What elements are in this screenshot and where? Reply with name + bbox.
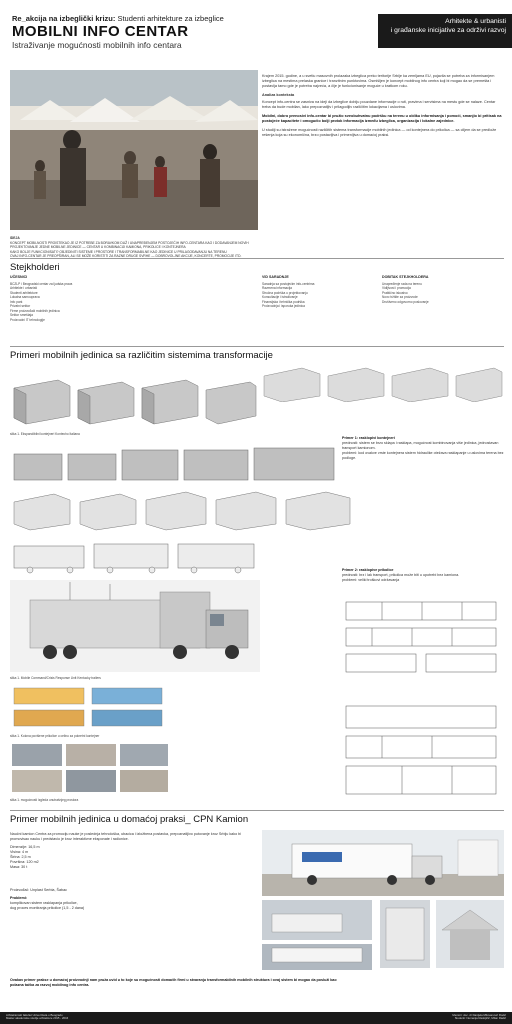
participant-item: Proizvodni IT tehnologije: [10, 317, 45, 322]
divider: [10, 258, 504, 259]
idea-label: IDEJA: [10, 236, 20, 240]
example-2-problems: problemi: veliki troškovi održavanja: [342, 578, 400, 582]
trailer-renderings: [10, 684, 170, 732]
organization-name: [378, 14, 512, 35]
cooperation-item: Razmena informacija: [262, 286, 292, 290]
intro-paragraph-2: Koncept info-centra se zasniva na ideji da izbeglice dobiju pouzdane informacije o ruti, pravima i servisima na mestu gde se nalaze. Centar treba da bude mobilan, lako prepoznatljiv i prilagodljiv različitim lokacijama i uslovima.: [262, 100, 496, 109]
participant-item: Sektor smeštaja: [10, 313, 33, 317]
participant-item: Firme proizvođači mobilnih jedinica: [10, 308, 60, 313]
example-1-text: [342, 436, 504, 461]
participant-item: Arhitekte i urbanisti: [10, 286, 38, 290]
idea-item: KAKO BOLJE FUNKCIONISATI? OBJEDINITI SISTEME I PROSTORE I TRANSFORMABILNE KAO JEDINICE U PRILAGOĐAVANJU NA TERENU: [10, 249, 227, 254]
subtitle-bold: Re_akcija na izbeglički krizu:: [12, 14, 116, 23]
refugee-camp-illustration: [10, 70, 258, 230]
spec-item: Širina: 2,5 m: [10, 855, 31, 859]
poster-header: [0, 0, 512, 60]
cooperation-item: Proizvodnja i isporuka jedinica: [262, 304, 305, 308]
stakeholders-title: Stejkholderi: [10, 262, 60, 273]
cpn-truck-photo: [262, 830, 504, 896]
org-line-1: Arhitekte & urbanisti: [445, 18, 506, 25]
poster-title: MOBILNI INFO CENTAR: [12, 23, 189, 40]
participants-heading: UČESNICI: [10, 275, 28, 279]
container-3d-renderings: [262, 362, 504, 402]
examples-title: Primeri mobilnih jedinica sa različitim sistemima transformacije: [10, 350, 273, 361]
participant-item: Lokalna samouprava: [10, 295, 40, 299]
poster-footer: [0, 1012, 512, 1024]
interior-photos: [10, 742, 170, 794]
context-heading: Analiza konteksta: [262, 93, 295, 97]
intro-text: [262, 74, 504, 142]
cooperation-item: Stručna podrška u projektovanju: [262, 290, 308, 295]
cpn-conclusion: Ovakav primer prakse u domaćoj proizvodnji nam pruža uvid u to koje su mogućnosti domaćih firmi u stvaranju transformabilnih mobilnih struktura i ovaj sistem bi mogao da posluži kao polazna tačka za razvoj mobilnog info centra.: [10, 978, 337, 987]
example-1-problems: problemi: kod ovakve vrste kontejnera sistem hidraulike otežava rasklapanje u uslovima terena bez podloge.: [342, 451, 504, 460]
example-2-advantages: prednosti: brz i lak transport, prikolica može biti u upotrebi bez kamiona.: [342, 573, 460, 577]
trailer-floor-plans: [342, 598, 504, 676]
poster-tagline: Istraživanje mogućnosti mobilnih info centara: [12, 40, 182, 50]
footer-faculty: Arhitektonski fakultet Univerziteta u Beogradu: [6, 1012, 63, 1017]
example-2-heading: Primer 2: rasklopive prikolice: [342, 568, 394, 572]
spec-item: Masa: 30 t: [10, 865, 28, 869]
divider: [10, 810, 504, 811]
cpn-gallery: [262, 900, 504, 970]
intro-paragraph-1: Krajem 2015. godine, a u svetlu masovnih prolazaka izbeglica preko teritorije Srbije ka zemljama EU, pojavila se potreba za informisanjem izbeglica na mestima prelaska granice i tranzitnim punktovima. Osmišljen je koncept mobilnog info centra koji bi mogao da se premešta i postavlja tamo gde je potreba najveća, a čije je funkcionisanje moguće u kratkom roku.: [262, 74, 495, 88]
example-1-advantages: prednosti: sistem se brzo sklapa i rasklapa, mogućnost kombinovanja više jedinica, jednostavan transport kamionom.: [342, 441, 499, 450]
domestic-example-title: Primer mobilnih jedinica u domaćoj praksi_ CPN Kamion: [10, 814, 249, 825]
idea-item: PROJEKTOVANJE JEDNE MOBILNE JEDINICE — CENTAR U KOMBINACIJI KAMIONA, PRIKOLICE I KONTEJNERA: [10, 245, 186, 250]
cpn-intro: Naučni kamion Centra za promociju nauke je poslednja tehnološka, ubacica i izložbena postavka, prepoznatljivo putovanje kroz Srbiju kako bi promovisao nauku i predstavio je kroz interaktivne eksponate i radionice.: [10, 832, 242, 841]
footer-students: Studenti: Nemanja Radojičić, Milan Radić: [454, 1016, 506, 1020]
refugee-camp-photo: [10, 70, 258, 230]
footer-right: [452, 1014, 506, 1021]
trailer-sketches: [10, 536, 260, 578]
spec-item: Površina: 120 m2: [10, 860, 39, 864]
cpn-producer-text: Proizvođač: Unplast Serbia, Šabac: [10, 888, 67, 892]
spec-item: Visina: 4 m: [10, 850, 29, 854]
participant-item: Studenti arhitekture: [10, 290, 38, 295]
footer-mentors: Mentori: doc. dr Danijela Milovanović Rodić: [452, 1012, 506, 1017]
cooperation-item: Konsultacije i istraživanje: [262, 295, 298, 299]
idea-item: OVAJ INFO-CENTAR JE PREOPŠIRAN, ALI SE MOŽE KORISTITI ZA RAZNE DRUGE SVRHE — DOBROVOLJNE AKCIJE, KONCERTE, PROMOCIJE ITD.: [10, 254, 242, 259]
cpn-specs: [10, 845, 250, 870]
example-1-heading: Primer 1: rasklopivi kontejneri: [342, 436, 395, 440]
cpn-problems-heading: Problemi:: [10, 896, 28, 900]
container-sequence-row-2: [10, 488, 504, 532]
caption-truck: slika 1. Mobile Command/Crisis Response Unit Kentucky trailers: [10, 676, 101, 680]
header-titles: [12, 14, 322, 50]
cpn-description: [10, 832, 250, 870]
participant-item: Privatni sektor: [10, 304, 31, 308]
cpn-problem-item: dug proces montiranja prikolice (1,5 - 2 dana): [10, 906, 85, 910]
spec-item: Dimenzije: 16,5 m: [10, 845, 40, 849]
benefit-item: Vidljivost i promocija: [382, 286, 411, 290]
mobile-command-truck-photo: [10, 580, 260, 672]
benefit-item: Unapređenje rada na terenu: [382, 281, 422, 286]
benefit-item: Društveno odgovorno poslovanje: [382, 299, 429, 304]
stakeholders-benefits: [382, 275, 504, 304]
cooperation-item: Finansijska i tehnička podrška: [262, 299, 305, 304]
cooperation-item: Saradnja sa postojećim info-centrima: [262, 281, 315, 286]
cpn-problem-item: komplikovan sistem rasklapanja prikolice,: [10, 901, 78, 905]
stakeholders-cooperation: [262, 275, 372, 309]
caption-interior: slika 1. mogućnosti izgleda unutrašnjeg prostora: [10, 798, 79, 802]
footer-program: Master akademske studije arhitekture 2015 - 2016: [6, 1016, 69, 1020]
organization-band: [378, 14, 512, 48]
section-drawings: [342, 700, 504, 800]
cooperation-heading: VID SARADNJE: [262, 275, 289, 279]
container-sequence-row-1: [10, 442, 340, 486]
benefits-heading: DOBITAK STEJKHOLDERA: [382, 275, 429, 279]
poster-subtitle: [12, 14, 322, 23]
benefit-item: Praktično iskustvo: [382, 290, 408, 295]
example-2-text: [342, 568, 504, 583]
intro-paragraph-4: U studiji su istražene mogućnosti različitih sistema transformacije mobilnih jedinica — od kontejnera do prikolica — sa ciljem da se predlože rešenja koja su ekonomična, brzo postavljiva i primenljiva u domaćoj praksi.: [262, 128, 497, 137]
subtitle-rest: Studenti arhitekture za izbeglice: [115, 14, 224, 23]
idea-list: [10, 236, 504, 259]
participant-item: BCZLP i Beogradski centar za ljudska prava: [10, 281, 73, 286]
participant-item: Info park: [10, 299, 23, 304]
stakeholders-participants: [10, 275, 210, 322]
divider: [10, 346, 504, 347]
caption-containers: slika 1. Ekspandibilni kontejneri Kontecho Italiana: [10, 432, 80, 436]
expandable-container-drawings: [10, 368, 258, 430]
caption-trailer: slika 1. Kolona povišene prikolice u celinu za pokretni kontejner: [10, 734, 100, 738]
benefit-item: Novo tržište za proizvode: [382, 295, 418, 299]
intro-paragraph-3: Mobilni, dobro prenosivi info-centar bi pružio sveobuhvatnu podršku na terenu u obliku informisanja i pomoći, smanjio bi pritisak na postojeće kapacitete i omogućio bolji protok informacija između izbeglica, organizacija i lokalne zajednice.: [262, 114, 502, 123]
idea-item: KONCEPT MOBILNOSTI PROISTEKAO JE IZ POTREBE ZA BORAVKOM DUŽ I UNAPREĐENJEM POSTOJEĆIH INFO-CENTARA KAO I DODAVANJEM NOVIH: [10, 240, 249, 245]
org-line-2: i građanske inicijative za održivi razvoj: [390, 26, 506, 34]
footer-left: [6, 1014, 68, 1021]
